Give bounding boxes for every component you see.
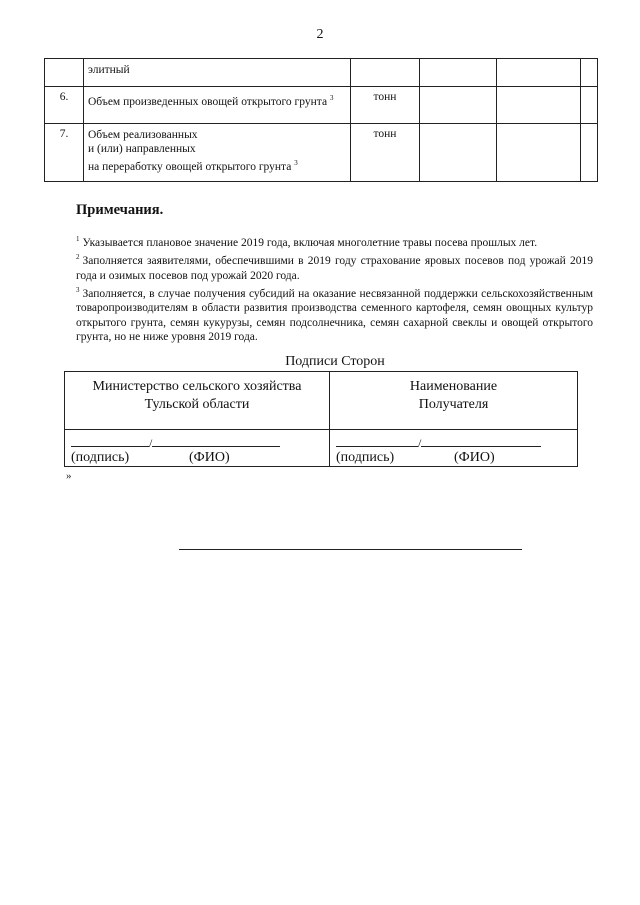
row-name: Объем произведенных овощей открытого грунта $^3$ — [84, 87, 351, 124]
row-value-2 — [497, 124, 581, 182]
footnote-ref: 3 — [294, 159, 298, 167]
party-left-signature — [65, 430, 330, 467]
closing-quote: » — [66, 470, 72, 482]
row-value-1 — [420, 124, 497, 182]
party-left-title: Министерство сельского хозяйства Тульской области — [65, 372, 330, 430]
row-unit — [351, 59, 420, 87]
note-item: $^2$ Заполняется заявителями, обеспечившими в 2019 году страхование яровых посевов под урожай 2019 года и озимых посевов под урожай 2020 года. — [76, 253, 593, 282]
fio-label: (ФИО) — [454, 450, 495, 465]
row-unit: тонн — [351, 124, 420, 182]
party-right-signature — [330, 430, 578, 467]
note-item: $^3$ Заполняется, в случае получения субсидий на оказание несвязанной поддержки сельскохозяйственным товаропроизводителям в области развития производства семенного картофеля, семян овощных культур открытого грунта, семян кукурузы, семян подсолнечника, семян сахарной свеклы и овощей открытого грунта, но не ниже уровня 2019 года. — [76, 286, 593, 344]
fio-label: (ФИО) — [189, 450, 230, 465]
bottom-divider — [179, 549, 522, 550]
table-row — [45, 59, 598, 87]
row-value-1 — [420, 87, 497, 124]
row-value-1 — [420, 59, 497, 87]
row-name: Объем реализованных и (или) направленных на переработку овощей открытого грунта $^3$ — [84, 124, 351, 182]
signatures-caption: Подписи Сторон — [285, 354, 385, 369]
signature-line: / — [71, 436, 323, 448]
row-name: элитный — [84, 59, 351, 87]
signature-label: (подпись) — [336, 450, 395, 465]
row-value-3 — [581, 87, 598, 124]
signatures-table — [64, 371, 578, 467]
notes — [76, 232, 593, 345]
row-number: 6. — [45, 87, 84, 124]
signature-label: (подпись) — [71, 450, 130, 465]
indicators-table — [44, 58, 598, 182]
footnote-ref: 3 — [329, 94, 334, 102]
page-number: 2 — [316, 27, 324, 42]
row-value-2 — [497, 87, 581, 124]
row-value-3 — [581, 124, 598, 182]
row-unit: тонн — [351, 87, 420, 124]
table-row — [45, 124, 598, 182]
signature-line: / — [336, 436, 571, 448]
party-right-title: Наименование Получателя — [330, 372, 578, 430]
note-item: $^1$ Указывается плановое значение 2019 года, включая многолетние травы посева прошлых лет. — [76, 235, 538, 249]
row-number — [45, 59, 84, 87]
notes-title: Примечания. — [76, 202, 164, 218]
row-value-3 — [581, 59, 598, 87]
row-number: 7. — [45, 124, 84, 182]
row-value-2 — [497, 59, 581, 87]
table-row — [45, 87, 598, 124]
